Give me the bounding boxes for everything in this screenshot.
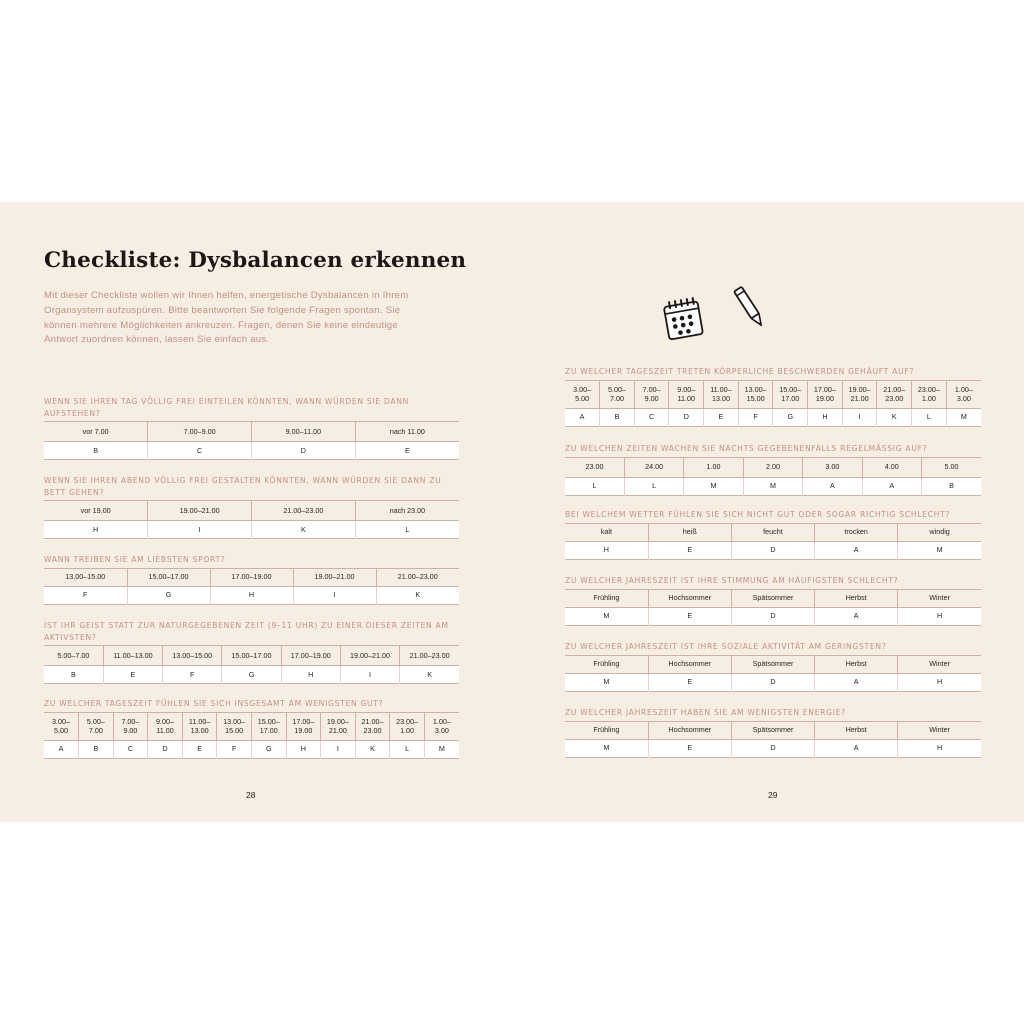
answer-checkbox-cell[interactable]: A <box>565 408 600 426</box>
answer-grid <box>44 568 459 605</box>
answer-checkbox-cell[interactable]: G <box>222 666 281 684</box>
option-label: 23.00– 1.00 <box>912 380 947 408</box>
option-label: 1.00– 3.00 <box>424 712 459 740</box>
answer-checkbox-cell[interactable]: K <box>877 408 912 426</box>
answer-checkbox-cell[interactable]: A <box>803 477 862 495</box>
option-label: Spätsommer <box>731 655 814 673</box>
answer-checkbox-cell[interactable]: M <box>946 408 981 426</box>
option-label: Winter <box>898 655 981 673</box>
answer-checkbox-cell[interactable]: E <box>648 739 731 757</box>
answer-checkbox-cell[interactable]: I <box>148 521 252 539</box>
option-label: 21.00–23.00 <box>400 646 459 666</box>
answer-checkbox-cell[interactable]: I <box>340 666 399 684</box>
answer-checkbox-cell[interactable]: K <box>400 666 459 684</box>
letter-row <box>565 673 981 691</box>
option-label: Hochsommer <box>648 655 731 673</box>
answer-grid <box>44 712 459 759</box>
answer-grid <box>565 589 981 626</box>
answer-grid <box>565 655 981 692</box>
letter-row <box>565 607 981 625</box>
question-block <box>44 396 459 460</box>
question-heading: ZU WELCHER TAGESZEIT TRETEN KÖRPERLICHE BESCHWERDEN GEHÄUFT AUF? <box>565 367 915 376</box>
question-block <box>565 575 981 626</box>
option-label: 17.00– 19.00 <box>808 380 843 408</box>
letter-row <box>565 477 981 495</box>
question-heading: WANN TREIBEN SIE AM LIEBSTEN SPORT? <box>44 555 226 564</box>
option-label: 23.00 <box>585 462 604 472</box>
option-label: 9.00–11.00 <box>252 422 356 442</box>
question-block <box>44 475 459 539</box>
page-title: Checkliste: Dysbalancen erkennen <box>44 248 467 273</box>
answer-checkbox-cell[interactable]: B <box>44 666 103 684</box>
answer-checkbox-cell[interactable]: M <box>898 541 981 559</box>
answer-checkbox-cell[interactable]: M <box>565 739 648 757</box>
answer-checkbox-cell[interactable]: M <box>684 477 743 495</box>
answer-checkbox-cell[interactable]: A <box>815 607 898 625</box>
question-heading: ZU WELCHER JAHRESZEIT IST IHRE STIMMUNG AM HÄUFIGSTEN SCHLECHT? <box>565 576 899 585</box>
option-label: Spätsommer <box>731 721 814 739</box>
option-label: 11.00–13.00 <box>103 646 162 666</box>
option-row <box>44 646 459 666</box>
option-label: trocken <box>815 523 898 541</box>
answer-checkbox-cell[interactable]: I <box>842 408 877 426</box>
letter-row <box>44 586 459 604</box>
option-label: 17.00–19.00 <box>281 646 340 666</box>
answer-checkbox-cell[interactable]: G <box>773 408 808 426</box>
option-label: 19.00– 21.00 <box>321 712 356 740</box>
option-row <box>565 523 981 541</box>
answer-checkbox-cell[interactable]: A <box>815 673 898 691</box>
answer-checkbox-cell[interactable]: E <box>355 442 459 460</box>
option-label: 3.00– 5.00 <box>52 716 71 735</box>
answer-checkbox-cell[interactable]: L <box>624 477 683 495</box>
page-number-right: 29 <box>768 790 778 800</box>
option-label: 11.00– 13.00 <box>704 380 739 408</box>
option-label: 9.00– 11.00 <box>148 712 183 740</box>
calendar-icon <box>663 296 703 339</box>
answer-checkbox-cell[interactable]: G <box>251 740 286 758</box>
answer-checkbox-cell[interactable]: H <box>286 740 321 758</box>
option-row <box>565 655 981 673</box>
answer-checkbox-cell[interactable]: L <box>355 521 459 539</box>
question-heading: IST IHR GEIST STATT ZUR NATURGEGEBENEN ZEIT (9–11 UHR) ZU EINER DIESER ZEITEN AM AKTIVSTEN? <box>44 621 449 642</box>
answer-checkbox-cell[interactable]: E <box>648 541 731 559</box>
option-label: vor 19.00 <box>80 505 111 515</box>
option-label: 21.00– 23.00 <box>877 380 912 408</box>
answer-checkbox-cell[interactable]: F <box>738 408 773 426</box>
option-label: 24.00 <box>624 457 683 477</box>
answer-checkbox-cell[interactable]: L <box>912 408 947 426</box>
option-label: 15.00– 17.00 <box>251 712 286 740</box>
answer-checkbox-cell[interactable]: H <box>210 586 293 604</box>
option-label: kalt <box>600 527 612 537</box>
question-heading: WENN SIE IHREN ABEND VÖLLIG FREI GESTALTEN KÖNNTEN, WANN WÜRDEN SIE DANN ZU BETT GEHEN? <box>44 476 442 497</box>
answer-checkbox-cell[interactable]: H <box>898 607 981 625</box>
option-label: feucht <box>731 523 814 541</box>
option-label: 13.00–15.00 <box>65 572 106 582</box>
answer-checkbox-cell[interactable]: E <box>704 408 739 426</box>
option-label: 1.00– 3.00 <box>946 380 981 408</box>
answer-checkbox-cell[interactable]: F <box>217 740 252 758</box>
option-label: Herbst <box>815 589 898 607</box>
answer-checkbox-cell[interactable]: D <box>731 739 814 757</box>
question-block <box>44 698 459 759</box>
option-row <box>565 380 981 408</box>
letter-row <box>565 408 981 426</box>
option-label: 15.00–17.00 <box>127 568 210 586</box>
option-row <box>565 457 981 477</box>
option-label: 11.00– 13.00 <box>182 712 217 740</box>
answer-checkbox-cell[interactable]: E <box>648 673 731 691</box>
answer-checkbox-cell[interactable]: H <box>898 673 981 691</box>
answer-checkbox-cell[interactable]: B <box>922 477 981 495</box>
option-label: 15.00–17.00 <box>222 646 281 666</box>
option-row <box>44 501 459 521</box>
answer-checkbox-cell[interactable]: C <box>148 442 252 460</box>
option-label: 21.00–23.00 <box>252 501 356 521</box>
option-label: 17.00–19.00 <box>210 568 293 586</box>
answer-checkbox-cell[interactable]: K <box>252 521 356 539</box>
answer-checkbox-cell[interactable]: H <box>44 521 148 539</box>
option-label: Herbst <box>815 721 898 739</box>
letter-row <box>565 541 981 559</box>
answer-checkbox-cell[interactable]: E <box>648 607 731 625</box>
option-label: 23.00– 1.00 <box>390 712 425 740</box>
option-label: 13.00– 15.00 <box>217 712 252 740</box>
option-label: 13.00–15.00 <box>163 646 222 666</box>
option-label: nach 11.00 <box>355 422 459 442</box>
answer-checkbox-cell[interactable]: D <box>731 673 814 691</box>
option-label: 21.00– 23.00 <box>355 712 390 740</box>
option-label: 15.00– 17.00 <box>773 380 808 408</box>
option-label: windig <box>898 523 981 541</box>
option-label: 5.00 <box>922 457 981 477</box>
question-block <box>565 443 981 496</box>
answer-checkbox-cell[interactable]: I <box>293 586 376 604</box>
option-label: 19.00–21.00 <box>293 568 376 586</box>
option-label: 5.00–7.00 <box>57 650 90 660</box>
option-label: 21.00–23.00 <box>376 568 459 586</box>
option-label: 17.00– 19.00 <box>286 712 321 740</box>
answer-checkbox-cell[interactable]: D <box>669 408 704 426</box>
answer-checkbox-cell[interactable]: B <box>600 408 635 426</box>
letter-row <box>44 666 459 684</box>
page-number-left: 28 <box>246 790 256 800</box>
decorative-icons <box>660 278 776 342</box>
answer-checkbox-cell[interactable]: A <box>815 739 898 757</box>
answer-grid <box>565 380 981 427</box>
answer-checkbox-cell[interactable]: B <box>44 442 148 460</box>
answer-checkbox-cell[interactable]: A <box>815 541 898 559</box>
answer-checkbox-cell[interactable]: K <box>355 740 390 758</box>
answer-checkbox-cell[interactable]: A <box>862 477 921 495</box>
question-heading: ZU WELCHER JAHRESZEIT HABEN SIE AM WENIGSTEN ENERGIE? <box>565 708 846 717</box>
answer-grid <box>565 457 981 496</box>
option-label: Spätsommer <box>731 589 814 607</box>
answer-grid <box>44 421 459 460</box>
answer-checkbox-cell[interactable]: E <box>103 666 162 684</box>
option-label: Frühling <box>593 659 620 669</box>
answer-checkbox-cell[interactable]: D <box>731 607 814 625</box>
letter-row <box>44 521 459 539</box>
answer-grid <box>44 645 459 684</box>
question-heading: BEI WELCHEM WETTER FÜHLEN SIE SICH NICHT GUT ODER SOGAR RICHTIG SCHLECHT? <box>565 510 951 519</box>
answer-checkbox-cell[interactable]: L <box>390 740 425 758</box>
answer-checkbox-cell[interactable]: C <box>634 408 669 426</box>
answer-checkbox-cell[interactable]: K <box>376 586 459 604</box>
option-label: Winter <box>898 589 981 607</box>
answer-checkbox-cell[interactable]: I <box>321 740 356 758</box>
option-label: 19.00–21.00 <box>340 646 399 666</box>
option-label: 13.00– 15.00 <box>738 380 773 408</box>
answer-grid <box>44 500 459 539</box>
question-heading: ZU WELCHEN ZEITEN WACHEN SIE NACHTS GEGEBENENFALLS REGELMÄSSIG AUF? <box>565 444 928 453</box>
option-label: 19.00– 21.00 <box>842 380 877 408</box>
answer-checkbox-cell[interactable]: M <box>743 477 802 495</box>
option-label: 7.00– 9.00 <box>634 380 669 408</box>
question-heading: ZU WELCHER TAGESZEIT FÜHLEN SIE SICH INSGESAMT AM WENIGSTEN GUT? <box>44 699 384 708</box>
answer-checkbox-cell[interactable]: M <box>565 607 648 625</box>
option-label: 7.00–9.00 <box>148 422 252 442</box>
answer-checkbox-cell[interactable]: C <box>113 740 148 758</box>
option-label: 7.00– 9.00 <box>113 712 148 740</box>
option-label: 19.00–21.00 <box>148 501 252 521</box>
pencil-icon <box>734 287 765 328</box>
letter-row <box>44 442 459 460</box>
answer-checkbox-cell[interactable]: M <box>565 673 648 691</box>
option-label: Hochsommer <box>648 589 731 607</box>
option-label: Hochsommer <box>648 721 731 739</box>
question-block <box>44 554 459 605</box>
answer-checkbox-cell[interactable]: D <box>252 442 356 460</box>
option-row <box>44 422 459 442</box>
option-label: 1.00 <box>684 457 743 477</box>
option-label: 3.00 <box>803 457 862 477</box>
answer-checkbox-cell[interactable]: M <box>424 740 459 758</box>
question-heading: ZU WELCHER JAHRESZEIT IST IHRE SOZIALE AKTIVITÄT AM GERINGSTEN? <box>565 642 887 651</box>
answer-checkbox-cell[interactable]: G <box>127 586 210 604</box>
answer-checkbox-cell[interactable]: B <box>79 740 114 758</box>
option-label: Winter <box>898 721 981 739</box>
letter-row <box>44 740 459 758</box>
question-block <box>44 620 459 684</box>
answer-checkbox-cell[interactable]: H <box>898 739 981 757</box>
option-label: 3.00– 5.00 <box>573 384 592 403</box>
option-label: heiß <box>648 523 731 541</box>
option-label: 5.00– 7.00 <box>79 712 114 740</box>
option-label: 2.00 <box>743 457 802 477</box>
answer-checkbox-cell[interactable]: A <box>44 740 79 758</box>
option-row <box>565 589 981 607</box>
option-row <box>44 568 459 586</box>
answer-checkbox-cell[interactable]: F <box>163 666 222 684</box>
answer-checkbox-cell[interactable]: H <box>808 408 843 426</box>
question-block <box>565 509 981 560</box>
answer-checkbox-cell[interactable]: H <box>565 541 648 559</box>
option-label: Frühling <box>593 725 620 735</box>
question-block <box>565 366 981 427</box>
question-heading: WENN SIE IHREN TAG VÖLLIG FREI EINTEILEN KÖNNTEN, WANN WÜRDEN SIE DANN AUFSTEHEN? <box>44 397 410 418</box>
question-block <box>565 707 981 758</box>
option-label: 5.00– 7.00 <box>600 380 635 408</box>
answer-checkbox-cell[interactable]: F <box>44 586 127 604</box>
option-label: Frühling <box>593 593 620 603</box>
option-label: nach 23.00 <box>355 501 459 521</box>
answer-grid <box>565 523 981 560</box>
question-block <box>565 641 981 692</box>
option-row <box>44 712 459 740</box>
option-label: vor 7.00 <box>82 426 109 436</box>
option-label: 4.00 <box>862 457 921 477</box>
option-row <box>565 721 981 739</box>
intro-text: Mit dieser Checkliste wollen wir Ihnen helfen, energetische Dysbalancen in Ihrem Organsystem aufzuspüren. Bitte beantworten Sie folgende Fragen spontan. Sie können mehrere Möglichkeiten ankreuzen. Fragen, denen Sie keine eindeutige Antwort zuordnen können, lassen Sie einfach aus. <box>44 290 409 346</box>
option-label: Herbst <box>815 655 898 673</box>
letter-row <box>565 739 981 757</box>
answer-checkbox-cell[interactable]: D <box>148 740 183 758</box>
answer-checkbox-cell[interactable]: D <box>731 541 814 559</box>
answer-grid <box>565 721 981 758</box>
answer-checkbox-cell[interactable]: L <box>565 477 624 495</box>
answer-checkbox-cell[interactable]: H <box>281 666 340 684</box>
answer-checkbox-cell[interactable]: E <box>182 740 217 758</box>
option-label: 9.00– 11.00 <box>669 380 704 408</box>
